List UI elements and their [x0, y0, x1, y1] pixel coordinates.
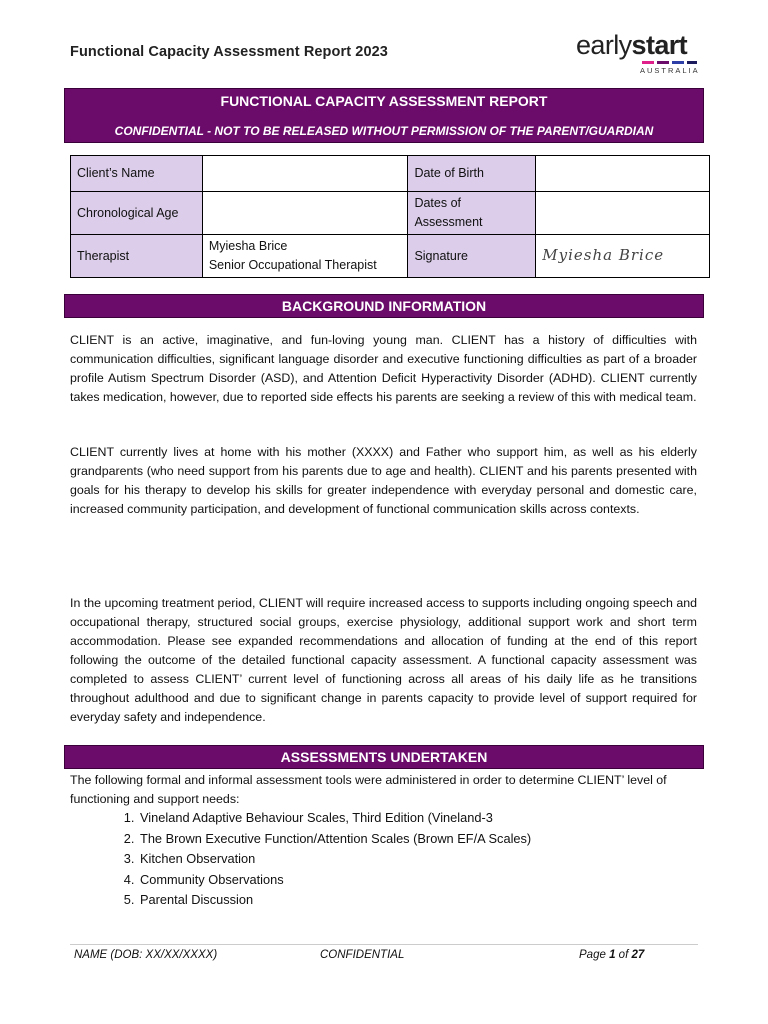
footer-divider: [70, 944, 698, 945]
logo-bar-2: [657, 61, 669, 64]
signature-image: Myiesha Brice: [542, 246, 665, 264]
signature-field: [536, 235, 710, 278]
footer-client-name: NAME (DOB: XX/XX/XXXX): [74, 949, 218, 961]
report-banner-confidential: CONFIDENTIAL - NOT TO BE RELEASED WITHOUT PERMISSION OF THE PARENT/GUARDIAN: [114, 124, 654, 138]
early-start-logo: [574, 30, 704, 78]
report-banner-title: FUNCTIONAL CAPACITY ASSESSMENT REPORT: [220, 93, 548, 109]
therapist-label: Therapist: [71, 235, 203, 278]
client-name-label: Client’s Name: [71, 156, 203, 192]
footer-confidential: CONFIDENTIAL: [320, 949, 405, 961]
client-info-table: [70, 155, 710, 278]
list-item: 1. Vineland Adaptive Behaviour Scales, Third Edition (Vineland-3: [138, 808, 531, 829]
list-item: 3. Kitchen Observation: [138, 849, 531, 870]
table-row: [71, 156, 710, 192]
therapist-name: Myiesha Brice: [208, 239, 288, 253]
document-title: Functional Capacity Assessment Report 2023: [70, 44, 388, 60]
dates-label-line1: Dates of: [414, 196, 461, 210]
page-current: 1: [609, 949, 616, 961]
table-row: [71, 192, 710, 235]
page-word: Page: [579, 949, 606, 961]
logo-bar-1: [642, 61, 654, 64]
therapist-field: [202, 235, 408, 278]
date-of-birth-field[interactable]: [536, 156, 710, 192]
report-banner: [64, 88, 704, 143]
background-paragraph-1: CLIENT is an active, imaginative, and fun-loving young man. CLIENT has a history of difficulties with communication difficulties, significant language disorder and executive functioning difficulties as part of a broader profile Autism Spectrum Disorder (ASD), and Attention Deficit Hyperactivity Disorder (ADHD). CLIENT currently takes medication, however, due to reported side effects his parents are seeking a review of this with medical team.: [70, 333, 697, 404]
logo-bar-3: [672, 61, 684, 64]
logo-subtitle: AUSTRALIA: [640, 66, 700, 75]
date-of-birth-label: Date of Birth: [408, 156, 536, 192]
list-item: 5. Parental Discussion: [138, 890, 531, 911]
list-item: 2. The Brown Executive Function/Attention Scales (Brown EF/A Scales): [138, 829, 531, 850]
therapist-role: Senior Occupational Therapist: [208, 258, 377, 272]
page-total: 27: [631, 949, 645, 961]
logo-wordmark: earlystart: [576, 30, 688, 60]
chronological-age-field[interactable]: [202, 192, 408, 235]
background-information-heading: BACKGROUND INFORMATION: [64, 294, 704, 318]
dates-of-assessment-label: [408, 192, 536, 235]
dates-label-line2: Assessment: [414, 215, 483, 229]
footer-page-number: [579, 949, 644, 961]
logo-bar-4: [687, 61, 697, 64]
assessment-tools-list: [112, 808, 531, 911]
assessments-intro: The following formal and informal assessment tools were administered in order to determine CLIENT’ level of functioning and support needs:: [70, 773, 667, 806]
logo-color-bars: [642, 61, 698, 64]
background-paragraph-3: In the upcoming treatment period, CLIENT will require increased access to supports including ongoing speech and occupational therapy, structured social groups, exercise physiology, additional support work and short term accommodation. Please see expanded recommendations and allocation of funding at the end of this report following the outcome of the detailed functional capacity assessment. A functional capacity assessment was completed to assess CLIENT’ current level of functioning across all areas of his daily life as he transitions throughout adulthood and due to significant change in parents capacity to provide level of support required for everyday safety and independence.: [70, 596, 697, 724]
signature-label: Signature: [408, 235, 536, 278]
table-row: [71, 235, 710, 278]
client-name-field[interactable]: [202, 156, 408, 192]
assessments-undertaken-heading: ASSESSMENTS UNDERTAKEN: [64, 745, 704, 769]
chronological-age-label: Chronological Age: [71, 192, 203, 235]
dates-of-assessment-field[interactable]: [536, 192, 710, 235]
list-item: 4. Community Observations: [138, 870, 531, 891]
background-paragraph-2: CLIENT currently lives at home with his mother (XXXX) and Father who support him, as well as his elderly grandparents (who need support from his parents due to age and health). CLIENT and his parents presented with goals for his therapy to develop his skills for greater independence with everyday personal and domestic care, increased community participation, and development of functional communication skills across contexts.: [70, 445, 697, 516]
page-of: of: [618, 949, 629, 961]
